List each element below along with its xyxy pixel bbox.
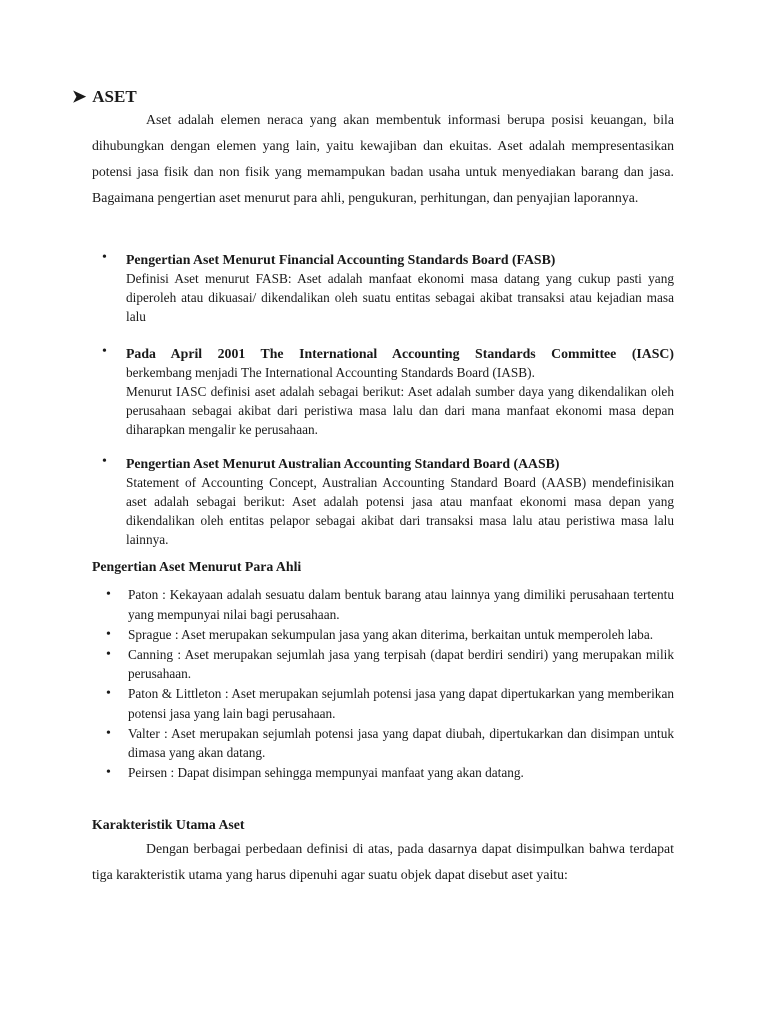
expert-item: • Valter : Aset merupakan sejumlah potensi jasa yang dapat diubah, dipertukarkan dan disimpan untuk dimasa yang akan datang. — [106, 725, 674, 760]
definition-item-iasc — [102, 344, 674, 439]
bullet-dot-icon: • — [102, 454, 107, 469]
expert-item: • Paton : Kekayaan adalah sesuatu dalam bentuk barang atau lainnya yang dimiliki perusahaan tertentu yang mempunyai nilai bagi perusahaan. — [106, 587, 674, 622]
expert-item: • Canning : Aset merupakan sejumlah jasa yang terpisah (dapat berdiri sendiri) yang merupakan milik perusahaan. — [106, 646, 674, 681]
bullet-dot-icon: • — [102, 344, 107, 359]
experts-heading: Pengertian Aset Menurut Para Ahli — [92, 559, 302, 574]
definition-text: berkembang menjadi The International Accounting Standards Board (IASB). — [126, 365, 535, 380]
bullet-dot-icon: • — [106, 626, 111, 642]
characteristics-paragraph: Dengan berbagai perbedaan definisi di atas, pada dasarnya dapat disimpulkan bahwa terdapat tiga karakteristik utama yang harus dipenuhi agar suatu objek dapat disebut aset yaitu: — [92, 841, 674, 882]
definition-text: Definisi Aset menurut FASB: Aset adalah manfaat ekonomi masa datang yang cukup pasti yang diperoleh atau dikuasai/ dikendalikan oleh suatu entitas sebagai akibat transaksi atau kejadian masa lalu — [126, 271, 674, 324]
bullet-dot-icon: • — [106, 587, 111, 602]
bullet-dot-icon: • — [106, 725, 111, 741]
definition-item-fasb — [102, 250, 674, 326]
bullet-dot-icon: • — [106, 686, 111, 701]
section-heading-aset — [72, 87, 137, 107]
intro-paragraph: Aset adalah elemen neraca yang akan membentuk informasi berupa posisi keuangan, bila dihubungkan dengan elemen yang lain, yaitu kewajiban dan ekuitas. Aset adalah mempresentasikan potensi jasa fisik dan non fisik yang memampukan badan usaha untuk menyediakan barang dan jasa. Bagaimana pengertian aset menurut para ahli, pengukuran, perhitungan, dan penyajian laporannya. — [92, 112, 674, 205]
definition-item-aasb — [102, 454, 674, 549]
expert-item: • Peirsen : Dapat disimpan sehingga mempunyai manfaat yang akan datang. — [106, 763, 674, 783]
definition-title: Pengertian Aset Menurut Australian Accounting Standard Board (AASB) — [126, 456, 560, 471]
section-title: ASET — [92, 87, 137, 106]
arrow-bullet-icon: ➤ — [72, 87, 87, 106]
definition-title: Pengertian Aset Menurut Financial Accounting Standards Board (FASB) — [126, 252, 556, 267]
bullet-dot-icon: • — [102, 250, 107, 265]
bullet-dot-icon: • — [106, 765, 111, 780]
definition-text-2: Menurut IASC definisi aset adalah sebagai berikut: Aset adalah sumber daya yang dikendalikan oleh perusahaan sebagai akibat dari peristiwa masa lalu dan dari mana manfaat ekonomi masa depan diharapkan mengalir ke perusahaan. — [126, 384, 674, 437]
characteristics-heading: Karakteristik Utama Aset — [92, 817, 245, 832]
definition-title: Pada April 2001 The International Accounting Standards Committee (IASC) — [126, 346, 674, 361]
expert-item: • Sprague : Aset merupakan sekumpulan jasa yang akan diterima, berkaitan untuk memperoleh laba. — [106, 625, 674, 645]
definition-list — [102, 250, 674, 549]
experts-list — [106, 585, 674, 783]
expert-item: • Paton & Littleton : Aset merupakan sejumlah potensi jasa yang dapat dipertukarkan yang memberikan potensi jasa yang lain bagi perusahaan. — [106, 686, 674, 721]
definition-text: Statement of Accounting Concept, Australian Accounting Standard Board (AASB) mendefinisikan aset adalah sebagai berikut: Aset adalah potensi jasa atau manfaat ekonomi masa depan yang dikendalikan oleh entitas pelapor sebagai akibat dari transaksi masa lalu atau peristiwa masa lalu lainnya. — [126, 475, 674, 547]
bullet-dot-icon: • — [106, 646, 111, 662]
